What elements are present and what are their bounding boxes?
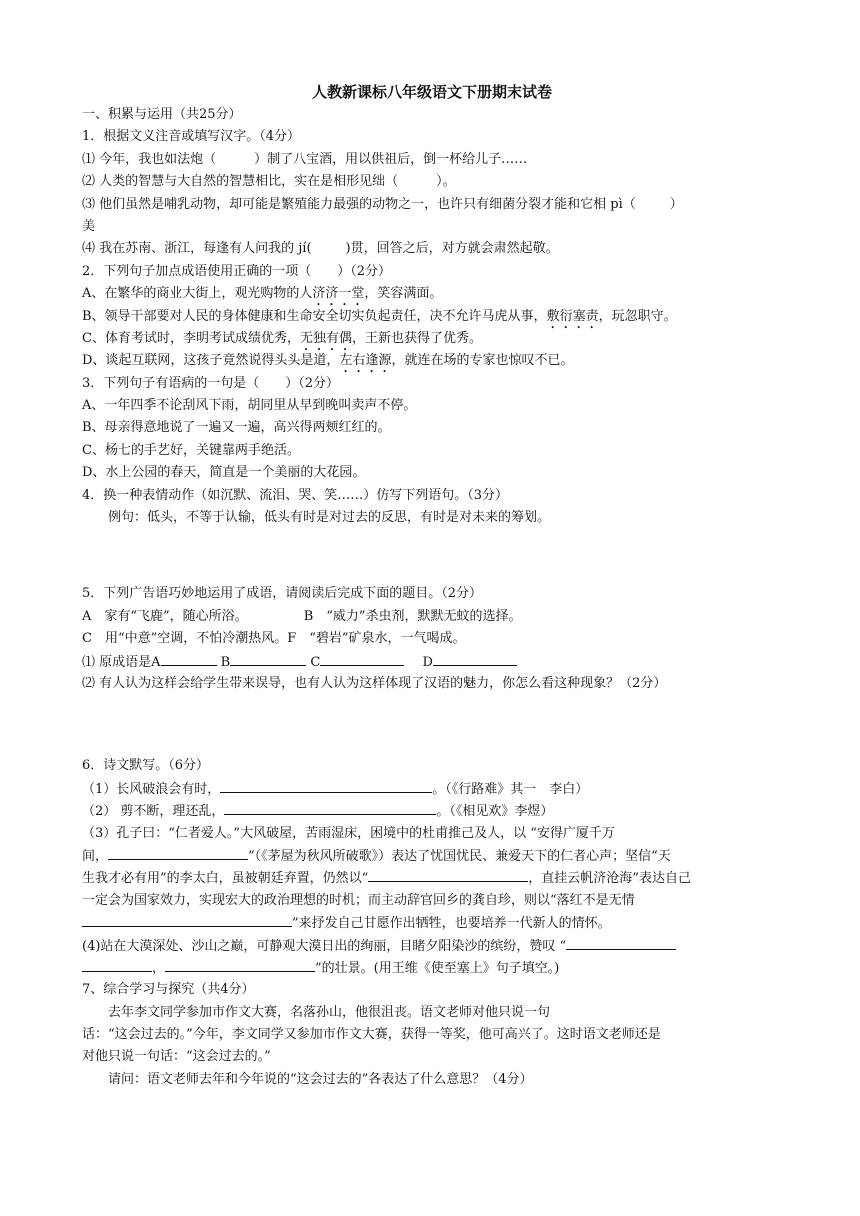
q4-example: 例句：低头，不等于认输，低头有时是对过去的反思，有时是对未来的筹划。 bbox=[108, 510, 551, 526]
q1-item-4: ⑷ 我在苏南、浙江，每逢有人问我的 jí( )贯，回答之后，对方就会肃然起敬。 bbox=[82, 241, 559, 257]
q6-blank-5[interactable] bbox=[82, 912, 292, 927]
q3-option-d: D、水上公园的春天，简直是一个美丽的大花园。 bbox=[82, 465, 366, 481]
q5-sub-2: ⑵ 有人认为这样会给学生带来误导，也有人认为这样体现了汉语的魅力，你怎么看这种现象？（2分） bbox=[82, 675, 667, 691]
q4-stem: 4．换一种表情动作（如沉默、流泪、哭、笑……）仿写下列语句。（3分） bbox=[82, 487, 509, 503]
q3-option-c: C、杨七的手艺好，关键靠两手绝活。 bbox=[82, 442, 300, 458]
page-title: 人教新课标八年级语文下册期末试卷 bbox=[311, 83, 552, 101]
q7-stem: 7、综合学习与探究（共4分） bbox=[82, 982, 255, 998]
q3-option-b: B、母亲得意地说了一遍又一遍，高兴得两颊红红的。 bbox=[82, 420, 391, 436]
q2-option-a: A、在繁华的商业大街上，观光购物的人济济一堂，笑容满面。 bbox=[82, 286, 443, 302]
q6-line-2: （2） 剪不断，理还乱， 。（《相见欢》李煜） bbox=[82, 800, 782, 822]
q1-stem: 1．根据文义注音或填写汉字。（4分） bbox=[82, 129, 301, 145]
q6-blank-2[interactable] bbox=[224, 800, 436, 815]
q6-blank-7[interactable] bbox=[165, 957, 315, 972]
q6-blank-1[interactable] bbox=[220, 778, 432, 793]
q5-blank-d[interactable] bbox=[433, 651, 517, 666]
q6-line-3c: 生我才必有用”的李太白，虽被朝廷弃置，仍然以“ ，直挂云帆济沧海”表达自己 bbox=[82, 867, 782, 889]
q2-option-c: C、体育考试时，李明考试成绩优秀，无独有偶，王新也获得了优秀。 bbox=[82, 330, 482, 346]
q6-line-4a: (4)站在大漠深处、沙山之巅，可静观大漠日出的绚丽，目睹夕阳染沙的缤纷，赞叹 “ bbox=[82, 935, 782, 957]
q4-answer-space[interactable] bbox=[82, 529, 782, 583]
q6-blank-6[interactable] bbox=[566, 935, 676, 950]
q5-sub-1: ⑴ 原成语是A B C D bbox=[82, 651, 782, 673]
q1-item-2: ⑵ 人类的智慧与大自然的智慧相比，实在是相形见绌（ ）。 bbox=[82, 174, 456, 190]
q6-line-1: （1）长风破浪会有时， 。（《行路难》其一 李白） bbox=[82, 778, 782, 800]
q6-line-3e: ”来抒发自己甘愿作出牺牲，也要培养一代新人的情怀。 bbox=[82, 912, 782, 934]
q6-blank-4[interactable] bbox=[368, 867, 528, 882]
q2-stem: 2．下列句子加点成语使用正确的一项（ ）（2分） bbox=[82, 263, 392, 279]
q2-option-b: B、领导干部要对人民的身体健康和生命安全切实负起责任，决不允许马虎从事，敷衍塞责，玩忽职守。 bbox=[82, 308, 677, 324]
q6-line-3b: 间， ”（《茅屋为秋风所破歌》）表达了忧国忧民、兼爱天下的仁者心声；坚信“天 bbox=[82, 845, 782, 867]
q6-stem: 6．诗文默写。（6分） bbox=[82, 758, 210, 774]
q6-line-3a: （3）孔子曰：“仁者爱人。”大风破屋，苦雨湿床，困境中的杜甫推己及人，以 “安得广厦千万 bbox=[82, 825, 615, 841]
q3-stem: 3．下列句子有语病的一句是（ ）（2分） bbox=[82, 375, 340, 391]
section-heading: 一、积累与运用（共25分） bbox=[82, 107, 242, 122]
q2-option-d: D、谈起互联网，这孩子竟然说得头头是道，左右逢源，就连在场的专家也惊叹不已。 bbox=[82, 353, 574, 369]
exam-page bbox=[82, 80, 782, 1091]
q6-line-3d: 一定会为国家效力，实现宏大的政治理想的时机；而主动辞官回乡的龚自珍，则以“落红不是无情 bbox=[82, 892, 635, 908]
q6-blank-3[interactable] bbox=[108, 845, 248, 860]
q7-question: 请问：语文老师去年和今年说的“这会过去的”各表达了什么意思？（4分） bbox=[108, 1071, 533, 1087]
q7-para-1: 去年李文同学参加市作文大赛，名落孙山，他很沮丧。语文老师对他只说一句 bbox=[108, 1004, 551, 1020]
q7-para-3: 对他只说一句话：“这会过去的。” bbox=[82, 1049, 271, 1065]
q5-blank-b[interactable] bbox=[230, 651, 306, 666]
q5-stem: 5．下列广告语巧妙地运用了成语，请阅读后完成下面的题目。（2分） bbox=[82, 586, 483, 602]
q5-line-2: C 用“中意”空调，不怕冷潮热风。F “碧岩”矿泉水，一气喝成。 bbox=[82, 631, 466, 647]
q3-option-a: A、一年四季不论刮风下雨，胡同里从早到晚叫卖声不停。 bbox=[82, 398, 417, 414]
q5-blank-a[interactable] bbox=[161, 651, 217, 666]
q6-line-4b: ， ”的壮景。(用王维《使至塞上》句子填空。) bbox=[82, 957, 782, 979]
q1-item-1: ⑴ 今年，我也如法炮（ ）制了八宝酒，用以供祖后，倒一杯给儿子…… bbox=[82, 151, 528, 167]
q5-answer-space[interactable] bbox=[82, 695, 782, 755]
q1-item-3-cont: 美 bbox=[82, 218, 96, 234]
q5-line-1: A 家有“飞鹿”，随心所浴。 B “威力”杀虫剂，默默无蚊的选择。 bbox=[82, 608, 522, 624]
q5-blank-c[interactable] bbox=[320, 651, 404, 666]
q7-para-2: 话：“这会过去的。”今年，李文同学又参加市作文大赛，获得一等奖，他可高兴了。这时语文老师还是 bbox=[82, 1027, 661, 1043]
q1-item-3: ⑶ 他们虽然是哺乳动物，却可能是繁殖能力最强的动物之一，也许只有细菌分裂才能和它相 pì（ ） bbox=[82, 196, 683, 212]
q6-blank-6-cont[interactable] bbox=[82, 957, 152, 972]
